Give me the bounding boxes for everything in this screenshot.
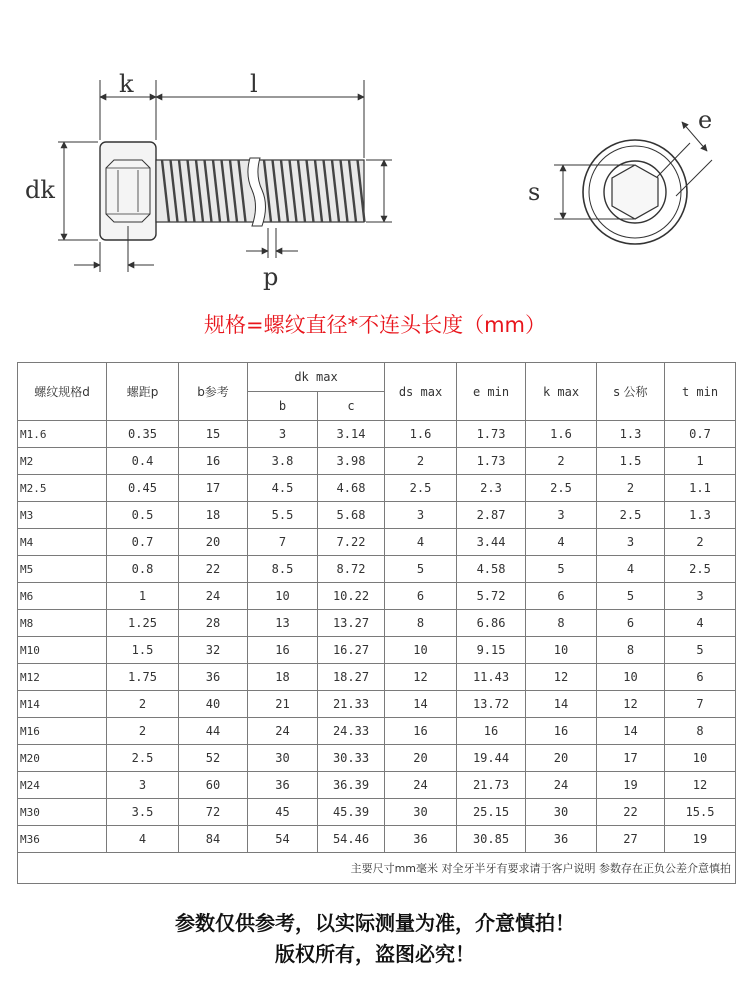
value-cell: 22 <box>597 799 665 826</box>
value-cell: 2.5 <box>526 475 597 502</box>
value-cell: 24 <box>526 772 597 799</box>
value-cell: 52 <box>179 745 248 772</box>
value-cell: 4 <box>526 529 597 556</box>
value-cell: 25.15 <box>457 799 526 826</box>
value-cell: 1 <box>665 448 736 475</box>
value-cell: 24 <box>248 718 318 745</box>
size-cell: M30 <box>18 799 107 826</box>
table-row <box>18 826 736 853</box>
value-cell: 10 <box>526 637 597 664</box>
value-cell: 30 <box>248 745 318 772</box>
table-row <box>18 772 736 799</box>
table-body <box>18 421 736 853</box>
value-cell: 0.45 <box>107 475 179 502</box>
value-cell: 14 <box>526 691 597 718</box>
header-s-nominal: s 公称 <box>597 363 665 421</box>
size-cell: M4 <box>18 529 107 556</box>
value-cell: 1.6 <box>526 421 597 448</box>
value-cell: 5.72 <box>457 583 526 610</box>
value-cell: 18 <box>179 502 248 529</box>
table-row <box>18 529 736 556</box>
value-cell: 12 <box>526 664 597 691</box>
value-cell: 6 <box>665 664 736 691</box>
table-row <box>18 637 736 664</box>
size-cell: M36 <box>18 826 107 853</box>
table-row <box>18 448 736 475</box>
value-cell: 2.5 <box>385 475 457 502</box>
value-cell: 2 <box>526 448 597 475</box>
label-k: k <box>119 70 134 98</box>
value-cell: 60 <box>179 772 248 799</box>
bolt-side-view <box>100 142 364 240</box>
spec-caption: 规格=螺纹直径*不连头长度（mm） <box>203 313 546 337</box>
value-cell: 3.14 <box>318 421 385 448</box>
value-cell: 7 <box>665 691 736 718</box>
value-cell: 21.33 <box>318 691 385 718</box>
value-cell: 36 <box>385 826 457 853</box>
footer-line-1: 参数仅供参考，以实际测量为准，介意慎拍！ <box>175 911 575 935</box>
label-p: p <box>263 263 279 291</box>
value-cell: 2 <box>597 475 665 502</box>
value-cell: 1.6 <box>385 421 457 448</box>
value-cell: 1.3 <box>597 421 665 448</box>
value-cell: 1.5 <box>107 637 179 664</box>
value-cell: 13 <box>248 610 318 637</box>
value-cell: 28 <box>179 610 248 637</box>
header-ds-max: ds max <box>385 363 457 421</box>
value-cell: 1.1 <box>665 475 736 502</box>
size-cell: M5 <box>18 556 107 583</box>
header-dk-max: dk max <box>248 363 385 392</box>
size-cell: M10 <box>18 637 107 664</box>
value-cell: 10.22 <box>318 583 385 610</box>
table-row <box>18 583 736 610</box>
bolt-end-view <box>554 122 712 244</box>
footer-notes <box>0 908 750 970</box>
value-cell: 6.86 <box>457 610 526 637</box>
value-cell: 36 <box>248 772 318 799</box>
value-cell: 40 <box>179 691 248 718</box>
value-cell: 0.8 <box>107 556 179 583</box>
value-cell: 2.5 <box>597 502 665 529</box>
value-cell: 2.5 <box>665 556 736 583</box>
value-cell: 2 <box>665 529 736 556</box>
value-cell: 0.4 <box>107 448 179 475</box>
size-cell: M2 <box>18 448 107 475</box>
value-cell: 10 <box>248 583 318 610</box>
value-cell: 36.39 <box>318 772 385 799</box>
value-cell: 14 <box>385 691 457 718</box>
value-cell: 4 <box>597 556 665 583</box>
value-cell: 13.27 <box>318 610 385 637</box>
value-cell: 12 <box>665 772 736 799</box>
value-cell: 3 <box>385 502 457 529</box>
value-cell: 21.73 <box>457 772 526 799</box>
value-cell: 3.5 <box>107 799 179 826</box>
size-cell: M12 <box>18 664 107 691</box>
value-cell: 5 <box>385 556 457 583</box>
value-cell: 16 <box>385 718 457 745</box>
value-cell: 2 <box>385 448 457 475</box>
value-cell: 84 <box>179 826 248 853</box>
value-cell: 2 <box>107 691 179 718</box>
value-cell: 10 <box>665 745 736 772</box>
header-dk-c: c <box>318 392 385 421</box>
value-cell: 45 <box>248 799 318 826</box>
value-cell: 0.7 <box>107 529 179 556</box>
value-cell: 24.33 <box>318 718 385 745</box>
value-cell: 22 <box>179 556 248 583</box>
value-cell: 1.25 <box>107 610 179 637</box>
size-cell: M8 <box>18 610 107 637</box>
value-cell: 3 <box>248 421 318 448</box>
value-cell: 3.8 <box>248 448 318 475</box>
value-cell: 21 <box>248 691 318 718</box>
value-cell: 1.5 <box>597 448 665 475</box>
value-cell: 1 <box>107 583 179 610</box>
label-dk: dk <box>25 176 55 204</box>
value-cell: 8 <box>526 610 597 637</box>
value-cell: 8 <box>597 637 665 664</box>
value-cell: 54 <box>248 826 318 853</box>
value-cell: 17 <box>179 475 248 502</box>
value-cell: 72 <box>179 799 248 826</box>
value-cell: 30.85 <box>457 826 526 853</box>
header-b-ref: b参考 <box>179 363 248 421</box>
value-cell: 18.27 <box>318 664 385 691</box>
value-cell: 20 <box>385 745 457 772</box>
value-cell: 3.98 <box>318 448 385 475</box>
value-cell: 36 <box>179 664 248 691</box>
value-cell: 20 <box>526 745 597 772</box>
value-cell: 5 <box>597 583 665 610</box>
value-cell: 3 <box>107 772 179 799</box>
value-cell: 2 <box>107 718 179 745</box>
value-cell: 12 <box>385 664 457 691</box>
value-cell: 16.27 <box>318 637 385 664</box>
value-cell: 24 <box>179 583 248 610</box>
value-cell: 0.7 <box>665 421 736 448</box>
value-cell: 16 <box>248 637 318 664</box>
label-s: s <box>528 178 541 206</box>
value-cell: 10 <box>385 637 457 664</box>
value-cell: 4 <box>665 610 736 637</box>
value-cell: 30 <box>526 799 597 826</box>
value-cell: 3.44 <box>457 529 526 556</box>
value-cell: 4.58 <box>457 556 526 583</box>
value-cell: 4.68 <box>318 475 385 502</box>
value-cell: 30.33 <box>318 745 385 772</box>
value-cell: 5.68 <box>318 502 385 529</box>
size-cell: M3 <box>18 502 107 529</box>
table-row <box>18 745 736 772</box>
value-cell: 8 <box>385 610 457 637</box>
value-cell: 8.5 <box>248 556 318 583</box>
value-cell: 11.43 <box>457 664 526 691</box>
size-cell: M2.5 <box>18 475 107 502</box>
value-cell: 13.72 <box>457 691 526 718</box>
value-cell: 4 <box>107 826 179 853</box>
value-cell: 54.46 <box>318 826 385 853</box>
value-cell: 9.15 <box>457 637 526 664</box>
value-cell: 5.5 <box>248 502 318 529</box>
table-row <box>18 502 736 529</box>
value-cell: 44 <box>179 718 248 745</box>
table-row <box>18 475 736 502</box>
label-e: e <box>698 106 713 134</box>
value-cell: 7.22 <box>318 529 385 556</box>
value-cell: 16 <box>526 718 597 745</box>
bolt-diagram <box>0 0 750 300</box>
value-cell: 1.73 <box>457 421 526 448</box>
value-cell: 4.5 <box>248 475 318 502</box>
value-cell: 17 <box>597 745 665 772</box>
size-cell: M14 <box>18 691 107 718</box>
value-cell: 36 <box>526 826 597 853</box>
value-cell: 19 <box>597 772 665 799</box>
table-row <box>18 664 736 691</box>
value-cell: 24 <box>385 772 457 799</box>
table-row <box>18 556 736 583</box>
size-cell: M16 <box>18 718 107 745</box>
value-cell: 3 <box>665 583 736 610</box>
value-cell: 7 <box>248 529 318 556</box>
value-cell: 2.5 <box>107 745 179 772</box>
value-cell: 1.73 <box>457 448 526 475</box>
value-cell: 16 <box>457 718 526 745</box>
value-cell: 20 <box>179 529 248 556</box>
table-row <box>18 421 736 448</box>
table-row <box>18 718 736 745</box>
value-cell: 8 <box>665 718 736 745</box>
size-cell: M20 <box>18 745 107 772</box>
value-cell: 0.5 <box>107 502 179 529</box>
value-cell: 30 <box>385 799 457 826</box>
value-cell: 1.3 <box>665 502 736 529</box>
value-cell: 32 <box>179 637 248 664</box>
value-cell: 19 <box>665 826 736 853</box>
size-cell: M1.6 <box>18 421 107 448</box>
value-cell: 19.44 <box>457 745 526 772</box>
value-cell: 4 <box>385 529 457 556</box>
size-cell: M24 <box>18 772 107 799</box>
value-cell: 2.87 <box>457 502 526 529</box>
header-k-max: k max <box>526 363 597 421</box>
value-cell: 10 <box>597 664 665 691</box>
value-cell: 12 <box>597 691 665 718</box>
value-cell: 14 <box>597 718 665 745</box>
value-cell: 6 <box>597 610 665 637</box>
header-pitch: 螺距p <box>107 363 179 421</box>
label-l: l <box>250 70 258 98</box>
value-cell: 5 <box>526 556 597 583</box>
value-cell: 2.3 <box>457 475 526 502</box>
value-cell: 3 <box>597 529 665 556</box>
value-cell: 16 <box>179 448 248 475</box>
table-row <box>18 799 736 826</box>
table-header <box>18 363 736 421</box>
table-row <box>18 610 736 637</box>
header-dk-b: b <box>248 392 318 421</box>
value-cell: 18 <box>248 664 318 691</box>
footer-line-2: 版权所有，盗图必究！ <box>275 942 475 966</box>
value-cell: 15.5 <box>665 799 736 826</box>
value-cell: 6 <box>526 583 597 610</box>
value-cell: 5 <box>665 637 736 664</box>
value-cell: 8.72 <box>318 556 385 583</box>
table-footnote: 主要尺寸mm毫米 对全牙半牙有要求请于客户说明 参数存在正负公差介意慎拍 <box>18 853 736 884</box>
value-cell: 45.39 <box>318 799 385 826</box>
value-cell: 27 <box>597 826 665 853</box>
spec-table <box>17 362 736 884</box>
value-cell: 1.75 <box>107 664 179 691</box>
value-cell: 3 <box>526 502 597 529</box>
table-row <box>18 691 736 718</box>
header-size: 螺纹规格d <box>18 363 107 421</box>
header-e-min: e min <box>457 363 526 421</box>
value-cell: 15 <box>179 421 248 448</box>
size-cell: M6 <box>18 583 107 610</box>
value-cell: 0.35 <box>107 421 179 448</box>
value-cell: 6 <box>385 583 457 610</box>
header-t-min: t min <box>665 363 736 421</box>
